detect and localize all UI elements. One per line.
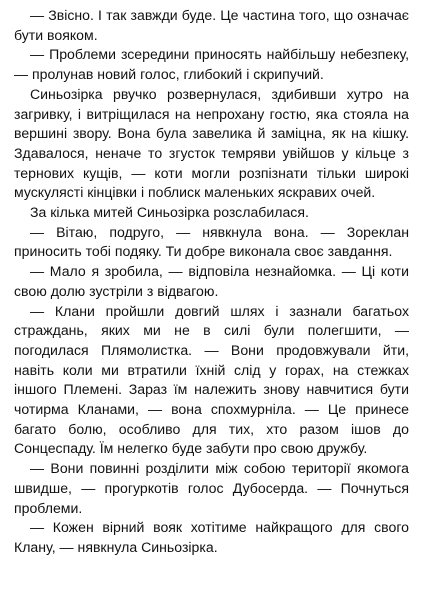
paragraph-1: — Звісно. І так завжди буде. Це частина того, що означає бути вояком. — [14, 7, 409, 43]
paragraph-6: — Мало я зробила, — відповіла незнайомка. — Ці коти свою долю зустріли з відвагою. — [14, 263, 409, 299]
paragraph-8: — Вони повинні розділити між собою території якомога швидше, — прогуркотів голос Дубосерда. — Почнуться проблеми. — [14, 460, 409, 516]
paragraph-5: — Вітаю, подруго, — нявкнула вона. — Зореклан приносить тобі подяку. Ти добре виконала своє завдання. — [14, 223, 409, 260]
paragraph-3: Синьозірка рвучко розвернулася, здибивши хутро на загривку, і витріщилася на непрохану гостю, яка стояла на вершині звору. Вона була завелика й заміцна, як на кішку. Здавалося, неначе то згусток темряви увійшов у кільце з тернових кущів, — коти могли розпізнати тільки широкі мускулясті кінцівки і поблиск маленьких яскравих очей. — [14, 85, 409, 201]
paragraph-2: — Проблеми зсередини приносять найбільшу небезпеку, — пролунав новий голос, глибокий і скрипучий. — [14, 46, 409, 83]
paragraph-4: За кілька митей Синьозірка розслабилася. — [30, 204, 309, 221]
paragraph-9: — Кожен вірний вояк хотітиме найкращого для свого Клану, — нявкнула Синьозірка. — [14, 519, 409, 555]
paragraph-7: — Клани пройшли довгий шлях і зазнали багатьох страждань, яких ми не в силі були полегшити, — погодилася Плямолистка. — Вони продовжували йти, навіть коли ми втратили їхній слід у горах, на стежках іншого Племені. Зараз їм належить знову навчитися бути чотирма Кланами, — вона спохмурніла. — Це принесе багато болю, особливо для тих, хто разом ішов до Сонцеспаду. Їм нелегко буде забути про свою дружбу. — [14, 302, 409, 457]
